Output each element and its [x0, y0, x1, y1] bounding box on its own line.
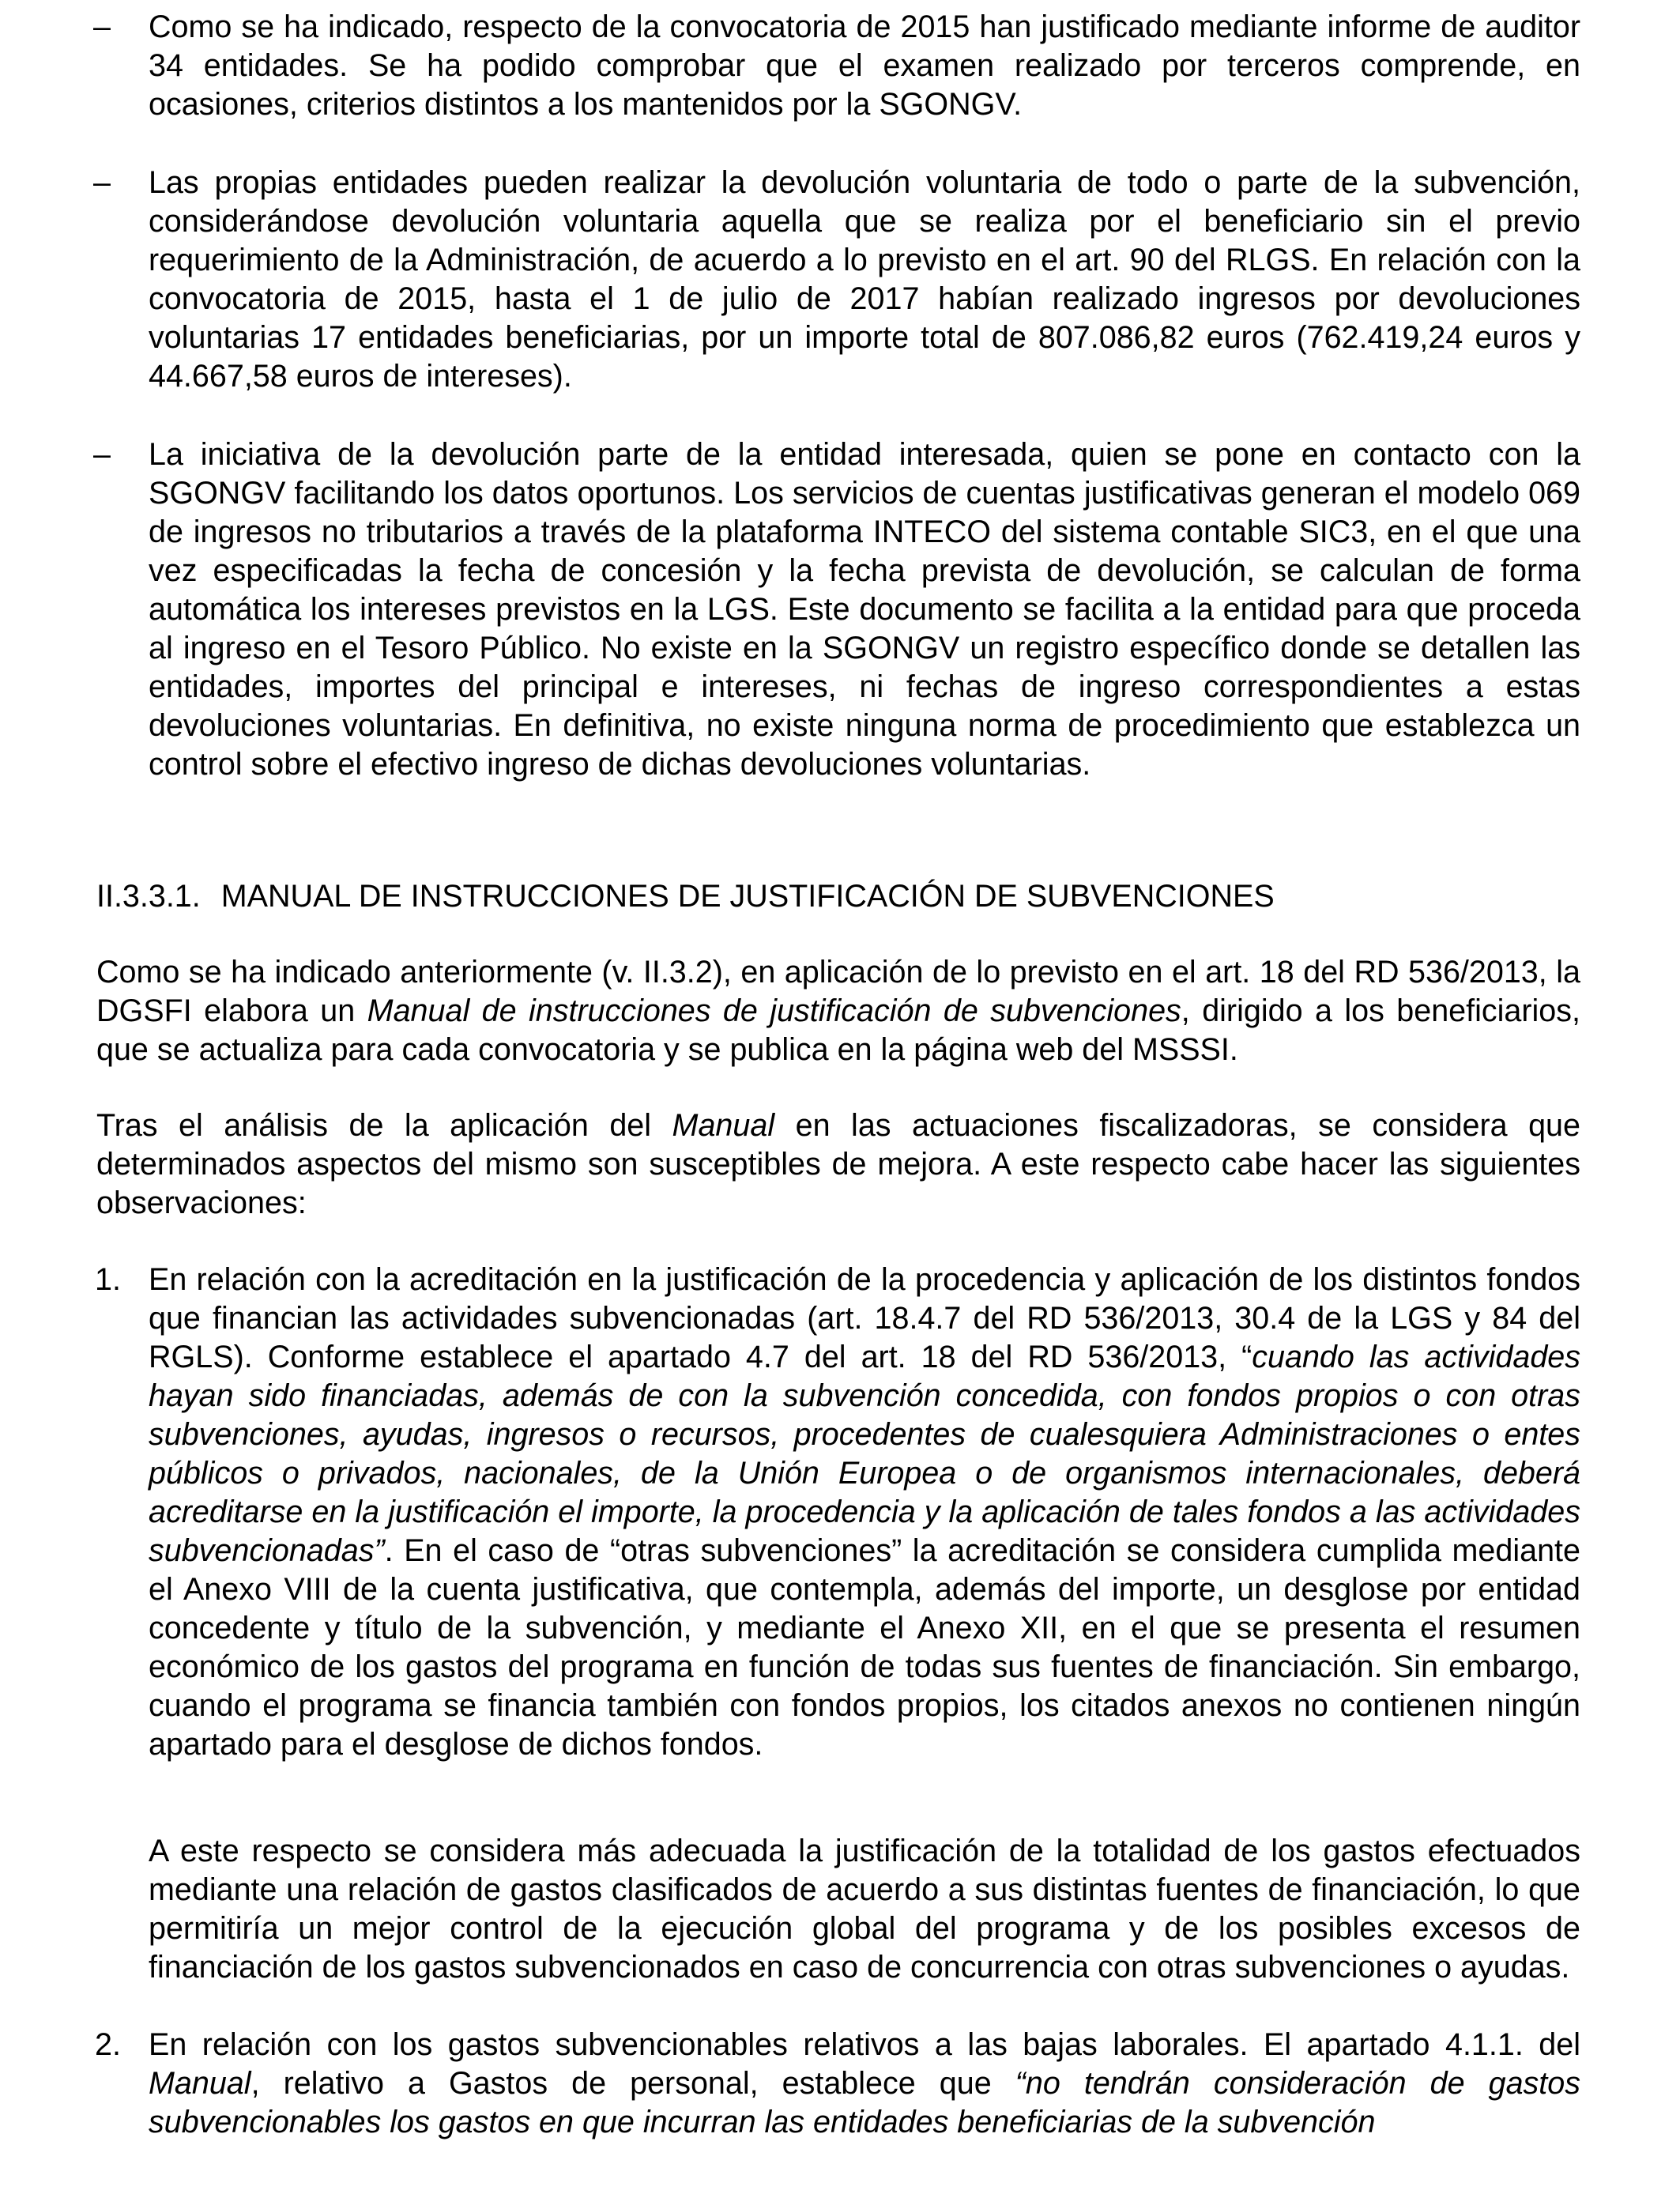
list-number-1: 1.: [95, 1262, 121, 1297]
section-number: II.3.3.1.: [96, 879, 201, 914]
bullet-paragraph-2: Las propias entidades pueden realizar la devolución voluntaria de todo o parte de la subvención, considerándose devolución voluntaria aquella que se realiza por el beneficiario sin el previo requerimiento de la Administración, de acuerdo a lo previsto en el art. 90 del RLGS. En relación con la convocatoria de 2015, hasta el 1 de julio de 2017 habían realizado ingresos por devoluciones voluntarias 17 entidades beneficiarias, por un importe total de 807.086,82 euros (762.419,24 euros y 44.667,58 euros de intereses).: [149, 165, 1580, 394]
italic-run: cuando las actividades hayan sido financiadas, además de con la subvención concedida, con fondos propios o con otras subvenciones, ayudas, ingresos o recursos, procedentes de cualesquiera Administraciones o entes públicos o privados, nacionales, de la Unión Europea o de organismos internacionales, deberá acreditarse en la justificación el importe, la procedencia y la aplicación de tales fondos a las actividades subvencionadas”: [149, 1340, 1580, 1568]
text-run: en las actuaciones fiscalizadoras, se considera que determinados aspectos del mismo son susceptibles de mejora. A este respecto cabe hacer las siguientes observaciones:: [96, 1108, 1580, 1220]
text-run: Como se ha indicado anteriormente (v. II.3.2), en aplicación de lo previsto en el art. 18 del RD 536/2013, la DGSFI elabora un: [96, 955, 1580, 1028]
bullet-dash-3: –: [93, 437, 111, 472]
body-paragraph-2: [96, 1106, 1580, 1223]
text-run: . En el caso de “otras subvenciones” la acreditación se considera cumplida mediante el Anexo VIII de la cuenta justificativa, que contempla, además del importe, un desglose por entidad concedente y título de la subvención, y mediante el Anexo XII, en el que se presenta el resumen económico de los gastos del programa en función de todas sus fuentes de financiación. Sin embargo, cuando el programa se financia también con fondos propios, los citados anexos no contienen ningún apartado para el desglose de dichos fondos.: [149, 1533, 1580, 1762]
italic-run: “no tendrán consideración de gastos subvencionables los gastos en que incurran las entidades beneficiarias de la subvención: [149, 2066, 1580, 2139]
italic-run: Manual de instrucciones de justificación de subvenciones: [367, 993, 1181, 1028]
text-run: En relación con la acreditación en la justificación de la procedencia y aplicación de los distintos fondos que financian las actividades subvencionadas (art. 18.4.7 del RD 536/2013, 30.4 de la LGS y 84 del RGLS). Conforme establece el apartado 4.7 del art. 18 del RD 536/2013, “: [149, 1262, 1580, 1374]
section-heading: [96, 877, 1275, 916]
text-run: , relativo a Gastos de personal, establece que: [250, 2066, 1015, 2101]
list-number-2: 2.: [95, 2027, 121, 2062]
bullet-paragraph-1: Como se ha indicado, respecto de la convocatoria de 2015 han justificado mediante informe de auditor 34 entidades. Se ha podido comprobar que el examen realizado por terceros comprende, en ocasiones, criterios distintos a los mantenidos por la SGONGV.: [149, 9, 1580, 122]
numbered-paragraph-2: [149, 2026, 1580, 2142]
numbered-paragraph-1: [149, 1261, 1580, 1764]
italic-run: Manual: [149, 2066, 251, 2101]
numbered-paragraph-1-followup: A este respecto se considera más adecuada la justificación de la totalidad de los gastos efectuados mediante una relación de gastos clasificados de acuerdo a sus distintas fuentes de financiación, lo que permitiría un mejor control de la ejecución global del programa y de los posibles excesos de financiación de los gastos subvencionados en caso de concurrencia con otras subvenciones o ayudas.: [149, 1834, 1580, 1985]
bullet-paragraph-3: La iniciativa de la devolución parte de la entidad interesada, quien se pone en contacto con la SGONGV facilitando los datos oportunos. Los servicios de cuentas justificativas generan el modelo 069 de ingresos no tributarios a través de la plataforma INTECO del sistema contable SIC3, en el que una vez especificadas la fecha de concesión y la fecha prevista de devolución, se calculan de forma automática los intereses previstos en la LGS. Este documento se facilita a la entidad para que proceda al ingreso en el Tesoro Público. No existe en la SGONGV un registro específico donde se detallen las entidades, importes del principal e intereses, ni fechas de ingreso correspondientes a estas devoluciones voluntarias. En definitiva, no existe ninguna norma de procedimiento que establezca un control sobre el efectivo ingreso de dichas devoluciones voluntarias.: [149, 437, 1580, 782]
text-run: , dirigido a los beneficiarios, que se actualiza para cada convocatoria y se publica en la página web del MSSSI.: [96, 993, 1580, 1067]
section-title: MANUAL DE INSTRUCCIONES DE JUSTIFICACIÓN DE SUBVENCIONES: [220, 879, 1275, 914]
text-run: Tras el análisis de la aplicación del: [96, 1108, 672, 1143]
body-paragraph-1: [96, 953, 1580, 1069]
text-run: En relación con los gastos subvencionables relativos a las bajas laborales. El apartado 4.1.1. del: [149, 2027, 1580, 2062]
italic-run: Manual: [672, 1108, 775, 1143]
bullet-dash-2: –: [93, 165, 111, 200]
bullet-dash-1: –: [93, 9, 111, 44]
